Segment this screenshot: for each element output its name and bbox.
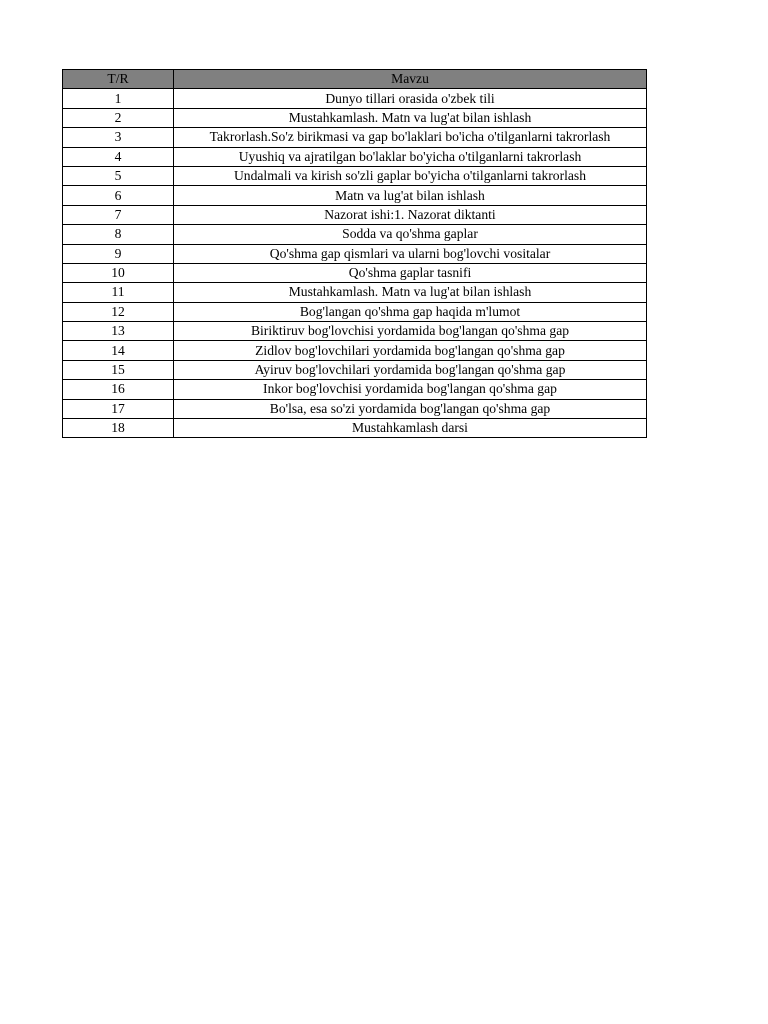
header-cell-topic: Mavzu — [174, 70, 647, 89]
table-row — [63, 419, 647, 438]
header-cell-number: T/R — [63, 70, 174, 89]
row-topic-cell: Takrorlash.So'z birikmasi va gap bo'laklari bo'icha o'tilganlarni takrorlash — [174, 128, 647, 147]
row-number-cell: 14 — [63, 341, 174, 360]
row-number-cell: 2 — [63, 108, 174, 127]
row-number-cell: 13 — [63, 322, 174, 341]
row-number-cell: 17 — [63, 399, 174, 418]
row-number-cell: 16 — [63, 380, 174, 399]
row-topic-cell: Uyushiq va ajratilgan bo'laklar bo'yicha o'tilganlarni takrorlash — [174, 147, 647, 166]
row-number-cell: 1 — [63, 89, 174, 108]
row-topic-cell: Matn va lug'at bilan ishlash — [174, 186, 647, 205]
row-topic-cell: Dunyo tillari orasida o'zbek tili — [174, 89, 647, 108]
row-topic-cell: Bog'langan qo'shma gap haqida m'lumot — [174, 302, 647, 321]
row-number-cell: 10 — [63, 263, 174, 282]
row-topic-cell: Ayiruv bog'lovchilari yordamida bog'langan qo'shma gap — [174, 360, 647, 379]
table-row — [63, 322, 647, 341]
header-row — [63, 70, 647, 89]
row-number-cell: 8 — [63, 225, 174, 244]
row-topic-cell: Sodda va qo'shma gaplar — [174, 225, 647, 244]
table-row — [63, 244, 647, 263]
row-number-cell: 11 — [63, 283, 174, 302]
table-row — [63, 302, 647, 321]
table-row — [63, 225, 647, 244]
row-topic-cell: Biriktiruv bog'lovchisi yordamida bog'langan qo'shma gap — [174, 322, 647, 341]
row-number-cell: 4 — [63, 147, 174, 166]
row-number-cell: 7 — [63, 205, 174, 224]
table-row — [63, 186, 647, 205]
row-topic-cell: Bo'lsa, esa so'zi yordamida bog'langan qo'shma gap — [174, 399, 647, 418]
row-number-cell: 5 — [63, 166, 174, 185]
row-topic-cell: Zidlov bog'lovchilari yordamida bog'langan qo'shma gap — [174, 341, 647, 360]
row-number-cell: 3 — [63, 128, 174, 147]
table-row — [63, 205, 647, 224]
row-number-cell: 12 — [63, 302, 174, 321]
table-row — [63, 360, 647, 379]
row-topic-cell: Qo'shma gaplar tasnifi — [174, 263, 647, 282]
table-header — [63, 70, 647, 89]
table-row — [63, 380, 647, 399]
row-number-cell: 9 — [63, 244, 174, 263]
table-row — [63, 399, 647, 418]
row-topic-cell: Inkor bog'lovchisi yordamida bog'langan qo'shma gap — [174, 380, 647, 399]
table-row — [63, 108, 647, 127]
table-row — [63, 147, 647, 166]
table-row — [63, 128, 647, 147]
row-number-cell: 6 — [63, 186, 174, 205]
table-body — [63, 89, 647, 438]
row-topic-cell: Mustahkamlash. Matn va lug'at bilan ishlash — [174, 108, 647, 127]
row-topic-cell: Mustahkamlash. Matn va lug'at bilan ishlash — [174, 283, 647, 302]
table-row — [63, 89, 647, 108]
table-row — [63, 283, 647, 302]
table-row — [63, 341, 647, 360]
lesson-topics-table — [62, 69, 647, 438]
row-topic-cell: Nazorat ishi:1. Nazorat diktanti — [174, 205, 647, 224]
table-row — [63, 263, 647, 282]
row-number-cell: 18 — [63, 419, 174, 438]
table-row — [63, 166, 647, 185]
row-topic-cell: Qo'shma gap qismlari va ularni bog'lovchi vositalar — [174, 244, 647, 263]
row-topic-cell: Undalmali va kirish so'zli gaplar bo'yicha o'tilganlarni takrorlash — [174, 166, 647, 185]
row-topic-cell: Mustahkamlash darsi — [174, 419, 647, 438]
row-number-cell: 15 — [63, 360, 174, 379]
